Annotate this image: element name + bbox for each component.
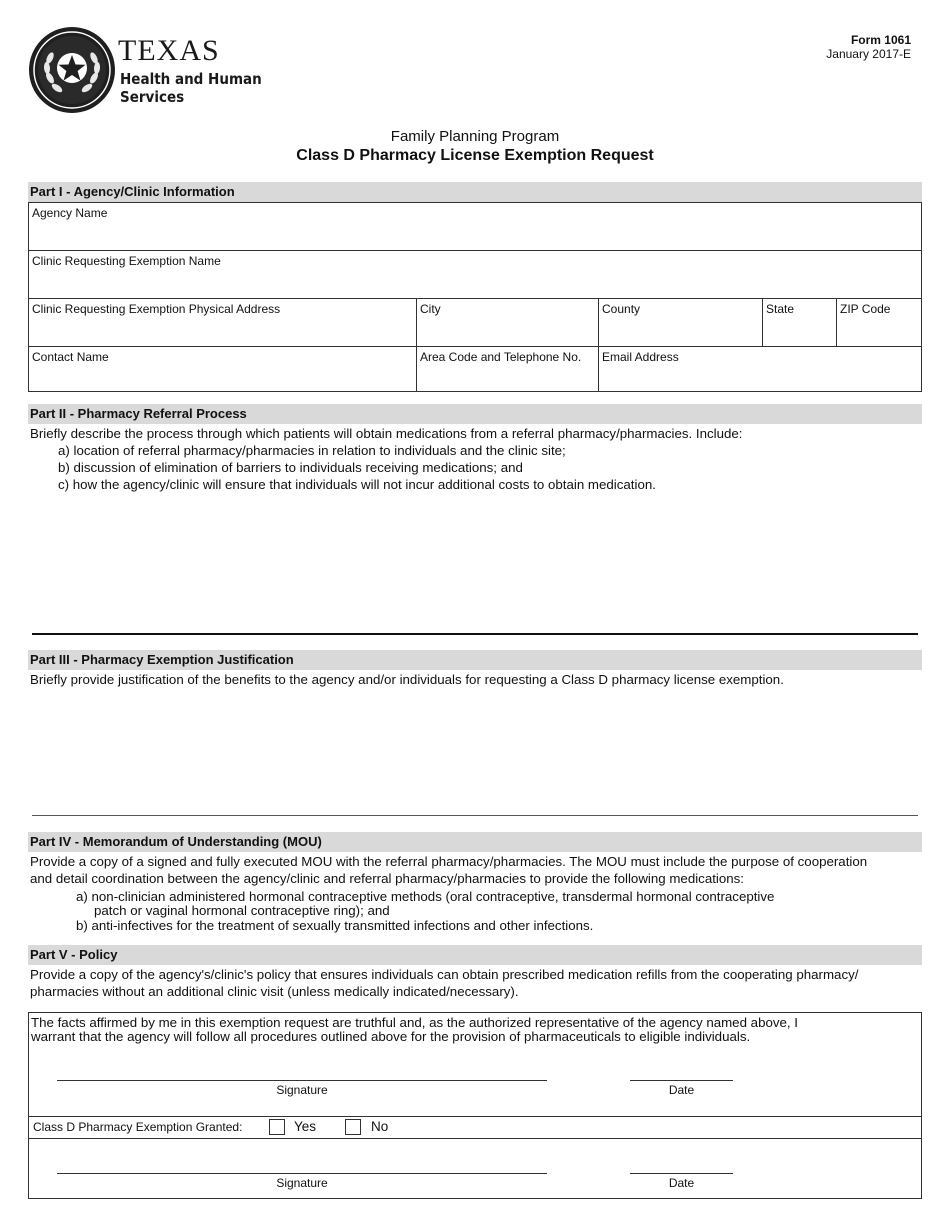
form-title: Class D Pharmacy License Exemption Request xyxy=(296,147,654,164)
attestation-text-line-1: The facts affirmed by me in this exemption request are truthful and, as the authorized representative of the agency named above, I xyxy=(31,1015,798,1030)
attestation-box xyxy=(28,1012,922,1199)
part3-divider xyxy=(32,815,918,816)
part2-divider xyxy=(32,633,918,635)
agency-name-label: Agency Name xyxy=(32,206,108,220)
state-label: State xyxy=(766,302,795,316)
email-input[interactable] xyxy=(602,367,920,391)
part4-intro-line-1: Provide a copy of a signed and fully executed MOU with the referral pharmacy/pharmacies. The MOU must include the purpose of cooperation xyxy=(30,854,868,869)
signature-line[interactable] xyxy=(57,1080,547,1081)
email-label: Email Address xyxy=(602,350,679,364)
approver-date-line[interactable] xyxy=(630,1173,733,1174)
part4-item-a-line-1: a) non-clinician administered hormonal contraceptive methods (oral contraceptive, transdermal hormonal contraceptive xyxy=(76,889,775,904)
part2-intro: Briefly describe the process through which patients will obtain medications from a referral pharmacy/pharmacies. Include: xyxy=(30,426,743,441)
agency-name-input[interactable] xyxy=(32,223,916,247)
zip-input[interactable] xyxy=(840,319,920,343)
no-label: No xyxy=(371,1119,389,1134)
clinic-name-input[interactable] xyxy=(32,271,916,295)
form-date: January 2017-E xyxy=(826,47,911,61)
part4-item-b: b) anti-infectives for the treatment of sexually transmitted infections and other infections. xyxy=(76,918,594,933)
physical-address-label: Clinic Requesting Exemption Physical Address xyxy=(32,302,281,316)
part4-heading: Part IV - Memorandum of Understanding (MOU) xyxy=(28,832,922,852)
seal-icon xyxy=(28,26,116,114)
part2-item-a: a) location of referral pharmacy/pharmacies in relation to individuals and the clinic site; xyxy=(58,443,566,458)
part2-item-c: c) how the agency/clinic will ensure that individuals will not incur additional costs to obtain medication. xyxy=(58,477,656,492)
zip-label: ZIP Code xyxy=(840,302,891,316)
part5-text-line-1: Provide a copy of the agency's/clinic's policy that ensures individuals can obtain prescribed medication refills from the cooperating pharmacy/ xyxy=(30,967,859,982)
phone-label: Area Code and Telephone No. xyxy=(420,350,582,364)
physical-address-input[interactable] xyxy=(32,319,414,343)
yes-checkbox[interactable] xyxy=(269,1119,285,1135)
program-name: Family Planning Program xyxy=(390,128,560,145)
approver-signature-line[interactable] xyxy=(57,1173,547,1174)
city-label: City xyxy=(420,302,441,316)
date-label: Date xyxy=(668,1083,695,1097)
part5-heading: Part V - Policy xyxy=(28,945,922,965)
approver-date-label: Date xyxy=(668,1176,695,1190)
no-checkbox[interactable] xyxy=(345,1119,361,1135)
county-label: County xyxy=(602,302,641,316)
state-input[interactable] xyxy=(766,319,834,343)
texas-seal-logo xyxy=(28,26,116,114)
part2-heading: Part II - Pharmacy Referral Process xyxy=(28,404,922,424)
logo-subtitle-line-1: Health and Human xyxy=(120,70,262,88)
granted-label: Class D Pharmacy Exemption Granted: xyxy=(33,1120,243,1134)
city-input[interactable] xyxy=(420,319,596,343)
part1-heading: Part I - Agency/Clinic Information xyxy=(28,182,922,202)
part2-item-b: b) discussion of elimination of barriers to individuals receiving medications; and xyxy=(58,460,523,475)
logo-subtitle xyxy=(120,70,262,106)
logo-title: TEXAS xyxy=(118,34,220,67)
contact-name-label: Contact Name xyxy=(32,350,109,364)
part4-item-a-line-2: patch or vaginal hormonal contraceptive ring); and xyxy=(94,903,390,918)
approver-signature-label: Signature xyxy=(276,1176,328,1190)
county-input[interactable] xyxy=(602,319,760,343)
part5-text-line-2: pharmacies without an additional clinic visit (unless medically indicated/necessary). xyxy=(30,984,519,999)
date-line[interactable] xyxy=(630,1080,733,1081)
yes-label: Yes xyxy=(294,1119,317,1134)
part4-intro-line-2: and detail coordination between the agency/clinic and referral pharmacy/pharmacies to provide the following medications: xyxy=(30,871,745,886)
clinic-name-label: Clinic Requesting Exemption Name xyxy=(32,254,221,268)
phone-input[interactable] xyxy=(420,367,596,391)
logo-subtitle-line-2: Services xyxy=(120,88,185,106)
part3-intro: Briefly provide justification of the benefits to the agency and/or individuals for requesting a Class D pharmacy license exemption. xyxy=(30,672,784,687)
contact-name-input[interactable] xyxy=(32,367,414,391)
form-number: Form 1061 xyxy=(850,33,911,47)
part2-response-field[interactable] xyxy=(32,496,920,632)
part3-heading: Part III - Pharmacy Exemption Justification xyxy=(28,650,922,670)
signature-label: Signature xyxy=(276,1083,328,1097)
part3-response-field[interactable] xyxy=(32,692,920,814)
attestation-text-line-2: warrant that the agency will follow all procedures outlined above for the provision of pharmaceuticals to eligible individuals. xyxy=(31,1029,751,1044)
agency-info-table xyxy=(28,202,922,392)
